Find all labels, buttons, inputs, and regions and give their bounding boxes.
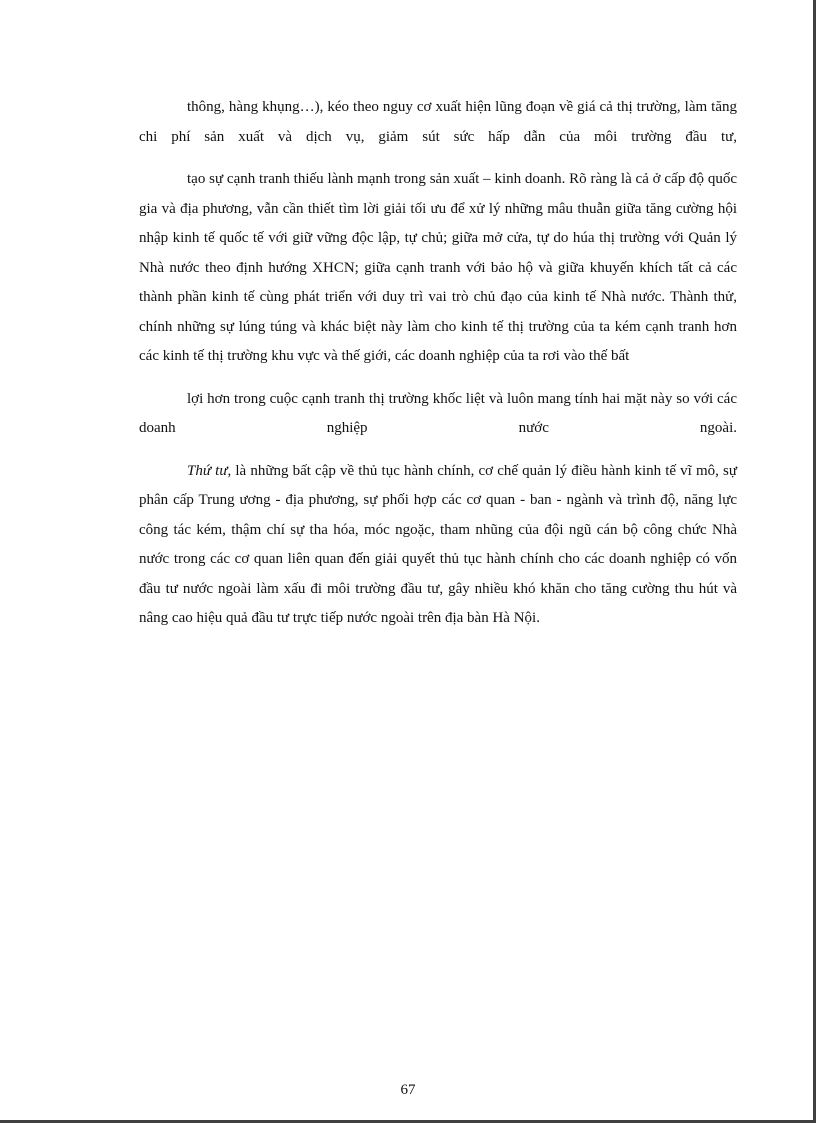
paragraph-3-text: lợi hơn trong cuộc cạnh tranh thị trường khốc liệt và luôn mang tính hai mặt này so với các doanh nghiệp nước ngoài. (139, 390, 737, 436)
paragraph-4-text: , là những bất cập về thủ tục hành chính, cơ chế quản lý điều hành kinh tế vĩ mô, sự phân cấp Trung ương - địa phương, sự phối hợp các cơ quan - ban - ngành và trình độ, năng lực công tác kém, thậm chí sự tha hóa, móc ngoặc, tham nhũng của đội ngũ cán bộ công chức Nhà nước trong các cơ quan liên quan đến giải quyết thủ tục hành chính cho các doanh nghiệp có vốn đầu tư nước ngoài làm xấu đi môi trường đầu tư, gây nhiều khó khăn cho tăng cường thu hút và nâng cao hiệu quả đầu tư trực tiếp nước ngoài trên địa bàn Hà Nội. (139, 462, 737, 626)
paragraph-1 (139, 93, 737, 152)
paragraph-2 (139, 165, 737, 372)
paragraph-3 (139, 385, 737, 444)
paragraph-4 (139, 457, 737, 634)
body-text (139, 93, 737, 634)
paragraph-2-text: tạo sự cạnh tranh thiếu lành mạnh trong sản xuất – kinh doanh. Rõ ràng là cả ở cấp độ quốc gia và địa phương, vẫn cần thiết tìm lời giải tối ưu để xử lý những mâu thuẫn giữa tăng cường hội nhập kinh tế quốc tế với giữ vững độc lập, tự chủ; giữa mở cửa, tự do húa thị trường với Quản lý Nhà nước theo định hướng XHCN; giữa cạnh tranh với bảo hộ và giữa khuyến khích tất cả các thành phần kinh tế cùng phát triển với duy trì vai trò chủ đạo của kinh tế Nhà nước. Thành thử, chính những sự lúng túng và khác biệt này làm cho kinh tế thị trường của ta kém cạnh tranh hơn các kinh tế thị trường khu vực và thế giới, các doanh nghiệp của ta rơi vào thế bất (139, 171, 737, 364)
paragraph-1-text: thông, hàng khụng…), kéo theo nguy cơ xuất hiện lũng đoạn về giá cả thị trường, làm tăng chi phí sản xuất và dịch vụ, giảm sút sức hấp dẫn của môi trường đầu tư, (139, 99, 737, 145)
page-number: 67 (400, 1082, 416, 1098)
paragraph-4-lead: Thứ tư (187, 462, 228, 479)
